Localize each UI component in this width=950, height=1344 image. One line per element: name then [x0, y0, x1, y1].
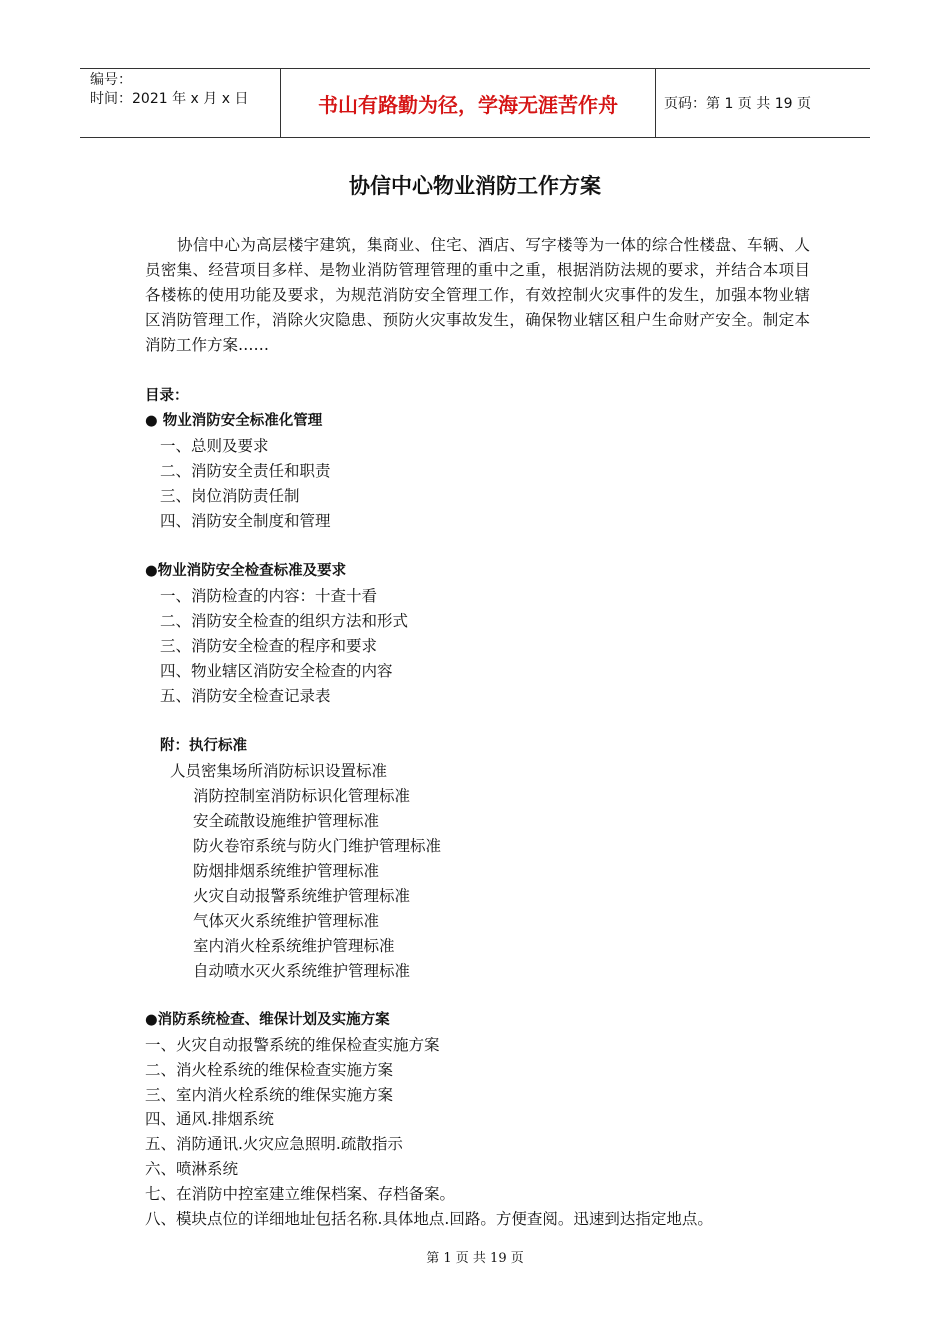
toc-item: 四、通风.排烟系统 [145, 1110, 274, 1128]
toc-item: 一、总则及要求 [160, 437, 269, 455]
appendix-heading: 附：执行标准 [160, 738, 247, 754]
appendix-item: 人员密集场所消防标识设置标准 [170, 762, 388, 780]
toc-item: 一、火灾自动报警系统的维保检查实施方案 [145, 1036, 440, 1054]
toc-item: 四、消防安全制度和管理 [160, 512, 331, 530]
appendix-item: 防火卷帘系统与防火门维护管理标准 [193, 837, 442, 855]
appendix-item: 消防控制室消防标识化管理标准 [193, 787, 411, 805]
section1-heading: ● 物业消防安全标准化管理 [145, 413, 323, 429]
toc-item: 三、消防安全检查的程序和要求 [160, 637, 378, 655]
document-title: 协信中心物业消防工作方案 [349, 174, 601, 198]
header-page-info: 页码：第 1 页 共 19 页 [664, 96, 811, 112]
toc-item: 七、在消防中控室建立维保档案、存档备案。 [145, 1185, 456, 1203]
page-footer: 第 1 页 共 19 页 [426, 1251, 524, 1266]
toc-label: 目录： [145, 388, 189, 404]
toc-item: 三、室内消火栓系统的维保实施方案 [145, 1086, 394, 1104]
appendix-item: 防烟排烟系统维护管理标准 [193, 862, 380, 880]
header-meta [80, 69, 281, 137]
document-date: 时间：2021 年 x 月 x 日 [90, 91, 249, 107]
appendix-item: 气体灭火系统维护管理标准 [193, 912, 380, 930]
intro-paragraph: 协信中心为高层楼宇建筑，集商业、住宅、酒店、写字楼等为一体的综合性楼盘、车辆、人员密集、经营项目多样、是物业消防管理管理的重中之重，根据消防法规的要求，并结合本项目各楼栋的使用功能及要求，为规范消防安全管理工作，有效控制火灾事件的发生，加强本物业辖区消防管理工作，消除火灾隐患、预防火灾事故发生，确保物业辖区租户生命财产安全。制定本消防工作方案…… [145, 236, 810, 354]
toc-item: 二、消防安全责任和职责 [160, 462, 331, 480]
page-header [80, 68, 870, 138]
appendix-item: 火灾自动报警系统维护管理标准 [193, 887, 411, 905]
toc-item: 五、消防通讯.火灾应急照明.疏散指示 [145, 1135, 403, 1153]
toc-item: 三、岗位消防责任制 [160, 487, 300, 505]
toc-item: 二、消火栓系统的维保检查实施方案 [145, 1061, 394, 1079]
appendix-item: 室内消火栓系统维护管理标准 [193, 937, 395, 955]
toc-item: 六、喷淋系统 [145, 1160, 239, 1178]
section3-heading: ●消防系统检查、维保计划及实施方案 [145, 1012, 390, 1028]
toc-item: 一、消防检查的内容：十查十看 [160, 587, 378, 605]
section2-heading: ●物业消防安全检查标准及要求 [145, 563, 347, 579]
toc-item: 五、消防安全检查记录表 [160, 687, 331, 705]
toc-item: 八、模块点位的详细地址包括名称.具体地点.回路。方便查阅。迅速到达指定地点。 [145, 1210, 713, 1228]
toc-item: 二、消防安全检查的组织方法和形式 [160, 612, 409, 630]
appendix-item: 自动喷水灭火系统维护管理标准 [193, 962, 411, 980]
toc-item: 四、物业辖区消防安全检查的内容 [160, 662, 393, 680]
header-motto: 书山有路勤为径，学海无涯苦作舟 [281, 69, 656, 137]
appendix-item: 安全疏散设施维护管理标准 [193, 812, 380, 830]
document-number-label: 编号： [90, 72, 132, 88]
